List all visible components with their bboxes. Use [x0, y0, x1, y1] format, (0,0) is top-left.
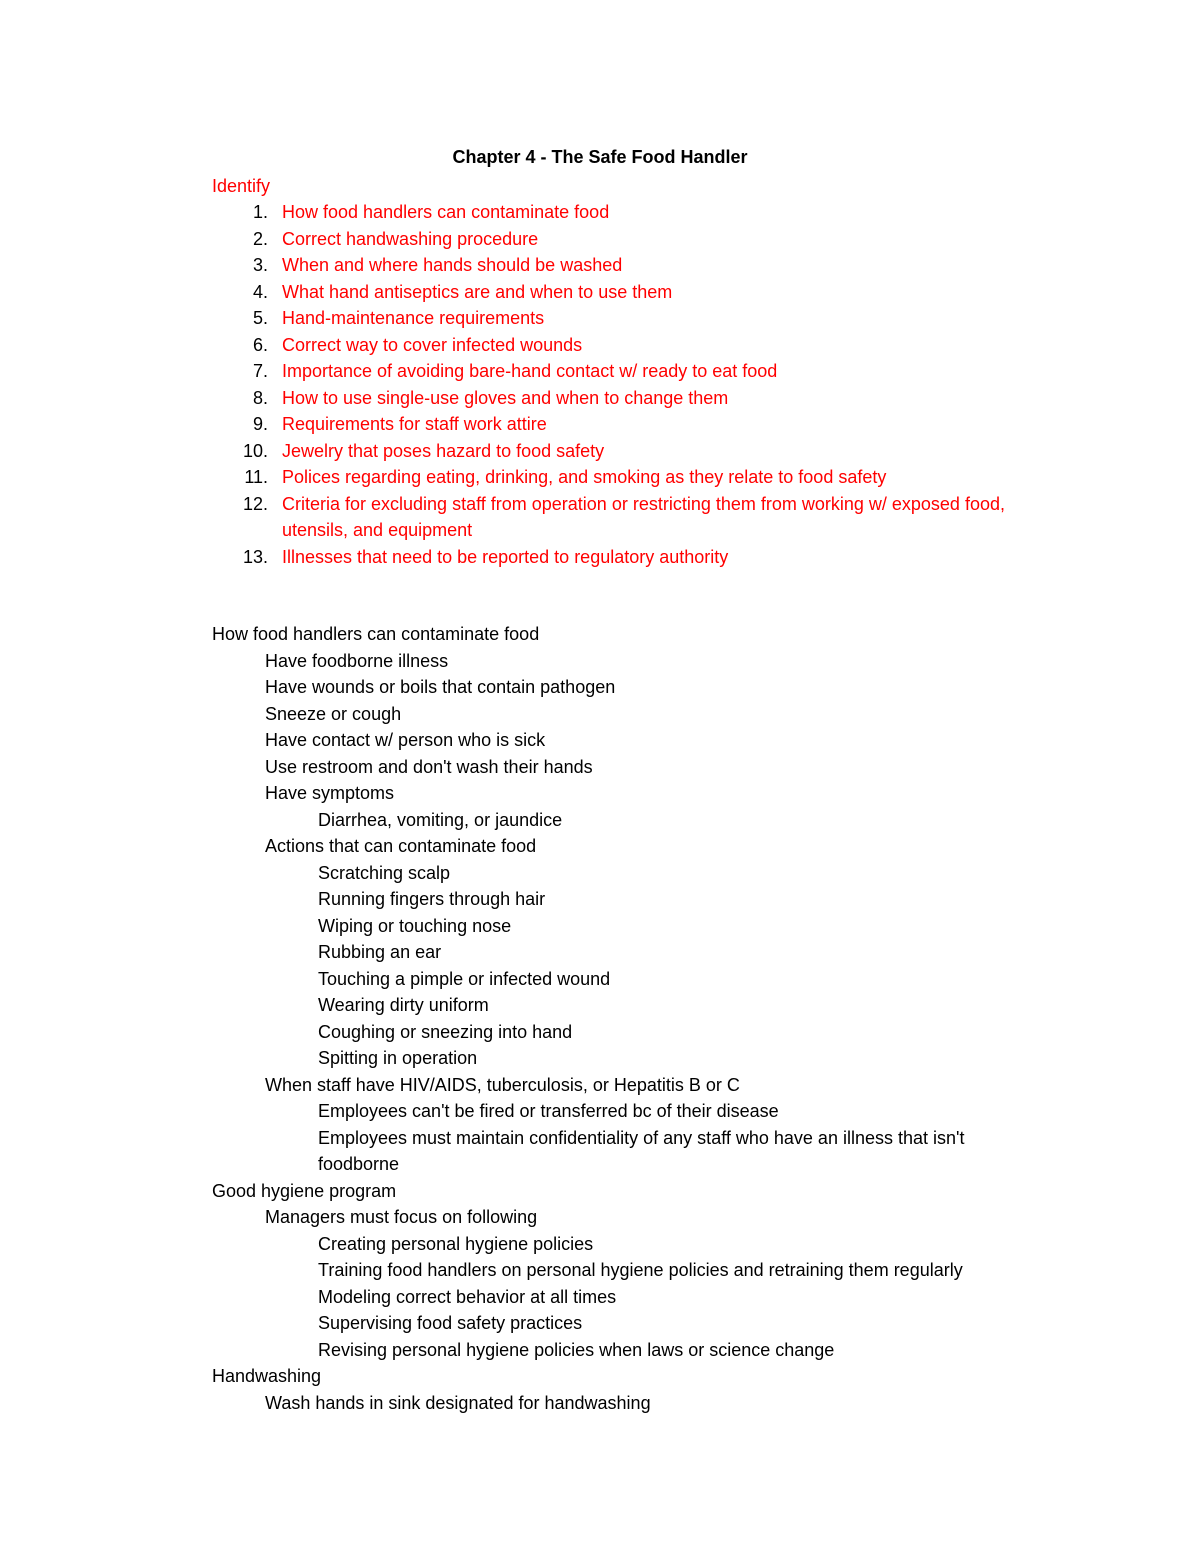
outline-item: Rubbing an ear [318, 942, 442, 962]
objective-text: How to use single-use gloves and when to change them [282, 387, 729, 408]
objective-number: 10. [242, 440, 268, 461]
outline-item: Supervising food safety practices [318, 1313, 583, 1333]
objective-number: 3. [252, 255, 268, 275]
outline-item: Running fingers through hair [318, 889, 546, 909]
objective-item [212, 385, 1062, 412]
outline-item: Have contact w/ person who is sick [265, 730, 546, 750]
objective-item [212, 332, 1062, 359]
outline-item: Scratching scalp [318, 862, 451, 883]
objective-text: Polices regarding eating, drinking, and smoking as they relate to food safety [282, 467, 887, 487]
outline-item: Sneeze or cough [265, 703, 402, 724]
objective-text: Importance of avoiding bare-hand contact w/ ready to eat food [282, 361, 778, 381]
objective-text: Illnesses that need to be reported to regulatory authority [282, 546, 729, 567]
objective-text: Jewelry that poses hazard to food safety [282, 440, 605, 461]
objective-item [212, 252, 1062, 279]
objective-number: 5. [252, 308, 268, 328]
outline-item: Modeling correct behavior at all times [318, 1286, 617, 1307]
outline-item: Wiping or touching nose [318, 915, 512, 936]
outline-item: Actions that can contaminate food [265, 836, 537, 856]
notes-outline [212, 621, 1062, 1416]
objective-text: Correct handwashing procedure [282, 228, 539, 249]
outline-item: Diarrhea, vomiting, or jaundice [318, 809, 563, 830]
section-heading: Good hygiene program [212, 1180, 397, 1201]
objective-item [212, 491, 1062, 544]
objective-item [212, 305, 1062, 332]
objective-number: 8. [252, 387, 268, 408]
objective-item [212, 199, 1062, 226]
objective-number: 1. [252, 202, 268, 222]
objective-item [212, 438, 1062, 465]
outline-item: Revising personal hygiene policies when laws or science change [318, 1339, 835, 1360]
outline-item: Have foodborne illness [265, 650, 449, 671]
outline-item: When staff have HIV/AIDS, tuberculosis, or Hepatitis B or C [265, 1074, 740, 1095]
outline-item: Training food handlers on personal hygiene policies and retraining them regularly [318, 1260, 963, 1280]
outline-item: Have wounds or boils that contain pathogen [265, 677, 616, 697]
section-heading: Handwashing [212, 1366, 322, 1386]
objective-item [212, 226, 1062, 253]
outline-item: Wearing dirty uniform [318, 995, 489, 1015]
objective-text: How food handlers can contaminate food [282, 202, 610, 222]
objective-number: 13. [242, 546, 268, 567]
objective-text: Requirements for staff work attire [282, 414, 547, 434]
objective-item [212, 464, 1062, 491]
objective-item [212, 358, 1062, 385]
objective-item [212, 411, 1062, 438]
outline-item: Wash hands in sink designated for handwashing [265, 1392, 651, 1413]
objective-text: Criteria for excluding staff from operation or restricting them from working w/ exposed food, utensils, and equipment [282, 493, 1005, 540]
outline-item: Employees can't be fired or transferred bc of their disease [318, 1101, 779, 1121]
objectives-list [212, 199, 1062, 570]
section-heading: How food handlers can contaminate food [212, 624, 540, 644]
objective-number: 9. [252, 414, 268, 434]
outline-item: Coughing or sneezing into hand [318, 1021, 573, 1042]
identify-heading: Identify [212, 176, 271, 196]
outline-item: Have symptoms [265, 783, 395, 803]
objective-number: 12. [242, 493, 268, 514]
objective-text: Correct way to cover infected wounds [282, 334, 583, 355]
objective-number: 11. [244, 467, 268, 487]
outline-item: Touching a pimple or infected wound [318, 968, 611, 989]
objective-text: What hand antiseptics are and when to use them [282, 281, 673, 302]
objective-item [212, 279, 1062, 306]
outline-item: Creating personal hygiene policies [318, 1233, 594, 1254]
page-title: Chapter 4 - The Safe Food Handler [452, 147, 748, 167]
objective-number: 4. [252, 281, 268, 302]
objective-number: 6. [252, 334, 268, 355]
outline-item: Managers must focus on following [265, 1207, 538, 1227]
objective-item [212, 544, 1062, 571]
outline-item: Employees must maintain confidentiality of any staff who have an illness that isn't foodborne [318, 1127, 965, 1174]
objective-text: When and where hands should be washed [282, 255, 623, 275]
objective-number: 7. [252, 361, 268, 381]
outline-item: Use restroom and don't wash their hands [265, 756, 593, 777]
outline-item: Spitting in operation [318, 1048, 478, 1068]
objective-number: 2. [252, 228, 268, 249]
objective-text: Hand-maintenance requirements [282, 308, 545, 328]
